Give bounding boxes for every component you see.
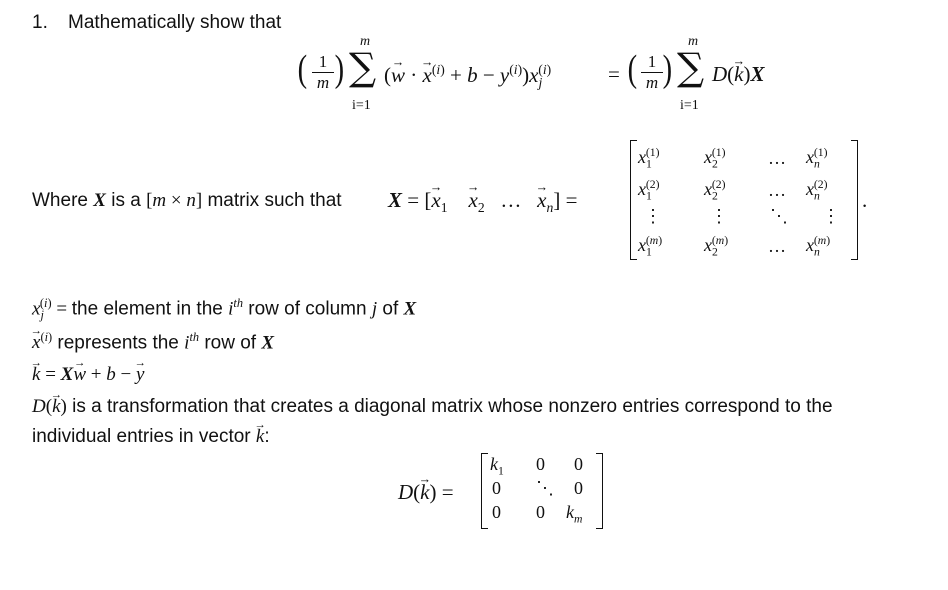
right-sum-upper: m (688, 34, 699, 49)
matrix-d-left-bracket (481, 453, 488, 529)
matrix-d-cell: ⋱ (536, 478, 554, 498)
left-fraction (312, 52, 334, 93)
right-sigma-icon: ∑ (677, 45, 705, 89)
matrix-x-right-bracket (851, 140, 858, 260)
right-fraction (641, 52, 663, 93)
matrix-x-cell: $x_1^{(2)}$ (638, 178, 660, 203)
problem-prompt: Mathematically show that (68, 12, 282, 33)
matrix-x-cell: $x_2^{(2)}$ (704, 178, 726, 203)
matrix-d-cell: $k_m$ (566, 502, 583, 526)
left-sum-lower: i=1 (352, 98, 371, 113)
right-frac-den: m (645, 73, 659, 92)
where-text: Where X is a [m × n] matrix such that (32, 190, 342, 211)
matrix-x-cell: $x_1^{(1)}$ (638, 146, 660, 171)
matrix-x-period: . (862, 188, 868, 212)
left-sum-upper: m (360, 34, 371, 49)
matrix-d-cell: 0 (536, 454, 545, 474)
matrix-x-cell: $x_n^{(2)}$ (806, 178, 828, 203)
matrix-d-cell: 0 (574, 454, 583, 474)
matrix-d-lhs: D(→ k) = (398, 480, 454, 505)
matrix-x-cell: $x_2^{(m)}$ (704, 234, 729, 259)
left-paren-open: ( (297, 48, 308, 90)
matrix-x-cell: $x_n^{(m)}$ (806, 234, 831, 259)
matrix-x-cell: ⋮ (710, 206, 728, 226)
matrix-x-cell: $x_2^{(1)}$ (704, 146, 726, 171)
definition-dk: D(→ k) is a transformation that creates a diagonal matrix whose nonzero entries correspond to the (32, 396, 833, 418)
definition-xi-row: → $x^{(i)}$ represents the $i^{th}$ row of X (32, 330, 274, 354)
matrix-x-cell: ⋱ (770, 206, 788, 226)
matrix-x-cell: ⋮ (644, 206, 662, 226)
matrix-d-right-bracket (596, 453, 603, 529)
matrix-x-left-bracket (630, 140, 637, 260)
where-expr: X = [→ $x_1$ → $x_2$ … → $x_n$] = (388, 188, 577, 216)
left-paren-close: ) (334, 48, 345, 90)
right-paren-close: ) (662, 48, 673, 90)
left-frac-num: 1 (312, 52, 334, 73)
left-sigma-icon: ∑ (349, 45, 377, 89)
right-body: D(→ k)X (712, 62, 765, 87)
definition-xji: $x_j^{(i)}$ = the element in the $i^{th}$ row of column j of X (32, 296, 417, 323)
right-sum-lower: i=1 (680, 98, 699, 113)
definition-continuation: individual entries in vector → k: (32, 426, 270, 448)
matrix-x-cell: $x_n^{(1)}$ (806, 146, 828, 171)
matrix-x-cell: … (768, 180, 786, 200)
right-frac-num: 1 (641, 52, 663, 73)
matrix-x-cell: ⋮ (822, 206, 840, 226)
matrix-x-cell: … (768, 236, 786, 256)
matrix-d-cell: $k_1$ (490, 454, 504, 478)
problem-number: 1. (32, 12, 48, 33)
right-paren-open: ( (627, 48, 638, 90)
matrix-x-cell: … (768, 148, 786, 168)
definition-k: → k = X→ w + b − → y (32, 364, 144, 386)
matrix-d-cell: 0 (492, 478, 501, 498)
equals-sign: = (608, 62, 620, 86)
matrix-x-cell: $x_1^{(m)}$ (638, 234, 663, 259)
matrix-d-cell: 0 (492, 502, 501, 522)
left-body: (→ w · → $x^{(i)} + b - y^{(i)})x_j^{(i)}$ (384, 62, 551, 91)
left-frac-den: m (316, 73, 330, 92)
matrix-d-cell: 0 (574, 478, 583, 498)
matrix-d-cell: 0 (536, 502, 545, 522)
